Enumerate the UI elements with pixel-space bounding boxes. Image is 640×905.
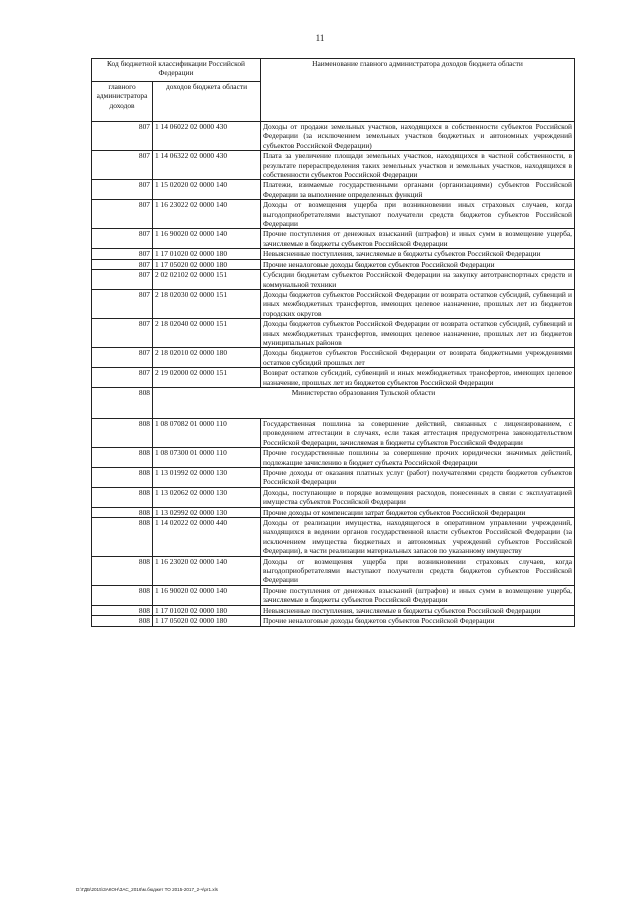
admin-code-cell: 807	[92, 368, 153, 388]
header-code-group: Код бюджетной классификации Российской Федерации	[92, 59, 261, 82]
admin-code-cell: 807	[92, 200, 153, 229]
table-row	[92, 259, 575, 269]
revenue-name-cell: Невыясненные поступления, зачисляемые в бюджеты субъектов Российской Федерации	[261, 249, 575, 259]
admin-code-cell: 807	[92, 289, 153, 318]
revenue-name-cell: Прочие поступления от денежных взысканий (штрафов) и иных сумм в возмещение ущерба, зачисляемые в бюджеты субъектов Российской Федерации	[261, 229, 575, 249]
revenue-name-cell: Плата за увеличение площади земельных участков, находящихся в частной собственности, в результате перераспределения таких земельных участков и земельных участков, находящихся в собственности субъектов Российской Федерации	[261, 151, 575, 180]
revenue-code-cell: 1 17 01020 02 0000 180	[153, 249, 261, 259]
header-name-col: Наименование главного администратора доходов бюджета области	[261, 59, 575, 122]
revenue-name-cell: Доходы от реализации имущества, находящегося в оперативном управлении учреждений, находящихся в ведении органов государственной власти субъектов Российской Федерации (за исключением имущества бюджетных и автономных учреждений субъектов Российской Федерации), в части реализации материальных запасов по указанному имуществу	[261, 518, 575, 557]
revenue-name-cell: Доходы бюджетов субъектов Российской Федерации от возврата остатков субсидий, субвенций и иных межбюджетных трансфертов, имеющих целевое назначение, прошлых лет из бюджетов муниципальных районов	[261, 319, 575, 348]
section-title: Министерство образования Тульской области	[153, 387, 575, 418]
admin-code-cell: 807	[92, 180, 153, 200]
revenue-name-cell: Государственная пошлина за совершение действий, связанных с лицензированием, с проведением аттестации в случаях, если такая аттестация предусмотрена законодательством Российской Федерации, зачисляемая в бюджеты субъектов Российской Федерации	[261, 418, 575, 447]
revenue-code-cell: 1 13 02992 02 0000 130	[153, 507, 261, 517]
revenue-name-cell: Прочие неналоговые доходы бюджетов субъектов Российской Федерации	[261, 259, 575, 269]
admin-code-cell: 807	[92, 319, 153, 348]
revenue-code-cell: 1 17 01020 02 0000 180	[153, 605, 261, 615]
revenue-code-cell: 2 18 02030 02 0000 151	[153, 289, 261, 318]
table-row	[92, 605, 575, 615]
admin-code-cell: 808	[92, 468, 153, 488]
header-revenue-col: доходов бюджета области	[153, 82, 261, 122]
admin-code-cell: 808	[92, 518, 153, 557]
table-row	[92, 616, 575, 626]
admin-code-cell: 807	[92, 270, 153, 290]
admin-code-cell: 808	[92, 585, 153, 605]
revenue-code-cell: 1 16 23020 02 0000 140	[153, 556, 261, 585]
revenue-name-cell: Доходы, поступающие в порядке возмещения расходов, понесенных в связи с эксплуатацией имущества субъектов Российской Федерации	[261, 487, 575, 507]
revenue-name-cell: Доходы от возмещения ущерба при возникновении страховых случаев, когда выгодоприобретателями выступают получатели средств бюджетов субъектов Российской Федерации	[261, 556, 575, 585]
revenue-code-cell: 1 08 07300 01 0000 110	[153, 448, 261, 468]
revenue-name-cell: Доходы от возмещения ущерба при возникновении иных страховых случаев, когда выгодоприобретателями выступают получатели средств бюджетов субъектов Российской Федерации	[261, 200, 575, 229]
table-row	[92, 468, 575, 488]
admin-code-cell: 808	[92, 616, 153, 626]
revenue-name-cell: Прочие поступления от денежных взысканий (штрафов) и иных сумм в возмещение ущерба, зачисляемые в бюджеты субъектов Российской Федерации	[261, 585, 575, 605]
revenue-code-cell: 1 13 01992 02 0000 130	[153, 468, 261, 488]
table-body-807	[92, 122, 575, 388]
revenue-code-cell: 2 02 02102 02 0000 151	[153, 270, 261, 290]
table-row	[92, 229, 575, 249]
table-row	[92, 180, 575, 200]
table-row	[92, 348, 575, 368]
table-body-808	[92, 418, 575, 626]
section-row	[92, 387, 575, 418]
table-row	[92, 556, 575, 585]
table-row	[92, 249, 575, 259]
admin-code-cell: 808	[92, 556, 153, 585]
revenue-name-cell: Прочие доходы от компенсации затрат бюджетов субъектов Российской Федерации	[261, 507, 575, 517]
section-admin-code: 808	[92, 387, 153, 418]
table-row	[92, 368, 575, 388]
header-admin-col: главного администратора доходов	[92, 82, 153, 122]
revenue-name-cell: Субсидии бюджетам субъектов Российской Федерации на закупку автотранспортных средств и коммунальной техники	[261, 270, 575, 290]
admin-code-cell: 808	[92, 507, 153, 517]
admin-code-cell: 808	[92, 487, 153, 507]
revenue-code-cell: 1 14 06022 02 0000 430	[153, 122, 261, 151]
admin-code-cell: 807	[92, 259, 153, 269]
admin-code-cell: 807	[92, 348, 153, 368]
revenue-name-cell: Платежи, взимаемые государственными органами (организациями) субъектов Российской Федерации за выполнение определенных функций	[261, 180, 575, 200]
admin-code-cell: 807	[92, 249, 153, 259]
revenue-name-cell: Прочие государственные пошлины за совершение прочих юридически значимых действий, подлежащие зачислению в бюджет субъекта Российской Федерации	[261, 448, 575, 468]
table-row	[92, 418, 575, 447]
table-row	[92, 507, 575, 517]
admin-code-cell: 808	[92, 418, 153, 447]
table-row	[92, 289, 575, 318]
revenue-name-cell: Невыясненные поступления, зачисляемые в бюджеты субъектов Российской Федерации	[261, 605, 575, 615]
revenue-code-cell: 1 16 90020 02 0000 140	[153, 229, 261, 249]
table-row	[92, 270, 575, 290]
revenue-name-cell: Прочие неналоговые доходы бюджетов субъектов Российской Федерации	[261, 616, 575, 626]
revenue-name-cell: Возврат остатков субсидий, субвенций и иных межбюджетных трансфертов, имеющих целевое назначение, прошлых лет из бюджетов субъектов Российской Федерации	[261, 368, 575, 388]
page-number: 11	[315, 33, 325, 43]
table-row	[92, 518, 575, 557]
revenue-code-cell: 1 08 07082 01 0000 110	[153, 418, 261, 447]
table-row	[92, 151, 575, 180]
section-808	[92, 387, 575, 418]
footer-file-path: D:\ГДБ\2015\ЗАКОН\ЗАС_2016\м.бюджет ТО 2015-2017_2-ч\pr1.xls	[76, 887, 218, 892]
table-row	[92, 319, 575, 348]
revenue-name-cell: Доходы бюджетов субъектов Российской Федерации от возврата остатков субсидий, субвенций и иных межбюджетных трансфертов, имеющих целевое назначение, прошлых лет из бюджетов городских округов	[261, 289, 575, 318]
revenue-code-cell: 1 17 05020 02 0000 180	[153, 616, 261, 626]
revenue-code-cell: 2 19 02000 02 0000 151	[153, 368, 261, 388]
revenue-name-cell: Доходы от продажи земельных участков, находящихся в собственности субъектов Российской Федерации (за исключением земельных участков бюджетных и автономных учреждений субъектов Российской Федерации)	[261, 122, 575, 151]
admin-code-cell: 808	[92, 448, 153, 468]
revenue-code-cell: 1 16 90020 02 0000 140	[153, 585, 261, 605]
table-row	[92, 487, 575, 507]
admin-code-cell: 808	[92, 605, 153, 615]
revenue-code-cell: 2 18 02040 02 0000 151	[153, 319, 261, 348]
revenue-code-cell: 1 14 02022 02 0000 440	[153, 518, 261, 557]
revenue-code-cell: 1 13 02062 02 0000 130	[153, 487, 261, 507]
revenue-code-cell: 1 16 23022 02 0000 140	[153, 200, 261, 229]
revenue-code-cell: 2 18 02010 02 0000 180	[153, 348, 261, 368]
table-row	[92, 122, 575, 151]
budget-classification-table	[91, 58, 575, 627]
table-row	[92, 200, 575, 229]
revenue-name-cell: Прочие доходы от оказания платных услуг (работ) получателями средств бюджетов субъектов Российской Федерации	[261, 468, 575, 488]
table-row	[92, 585, 575, 605]
revenue-code-cell: 1 14 06322 02 0000 430	[153, 151, 261, 180]
admin-code-cell: 807	[92, 229, 153, 249]
admin-code-cell: 807	[92, 151, 153, 180]
revenue-code-cell: 1 17 05020 02 0000 180	[153, 259, 261, 269]
revenue-code-cell: 1 15 02020 02 0000 140	[153, 180, 261, 200]
revenue-name-cell: Доходы бюджетов субъектов Российской Федерации от возврата бюджетными учреждениями остатков субсидий прошлых лет	[261, 348, 575, 368]
admin-code-cell: 807	[92, 122, 153, 151]
table-row	[92, 448, 575, 468]
